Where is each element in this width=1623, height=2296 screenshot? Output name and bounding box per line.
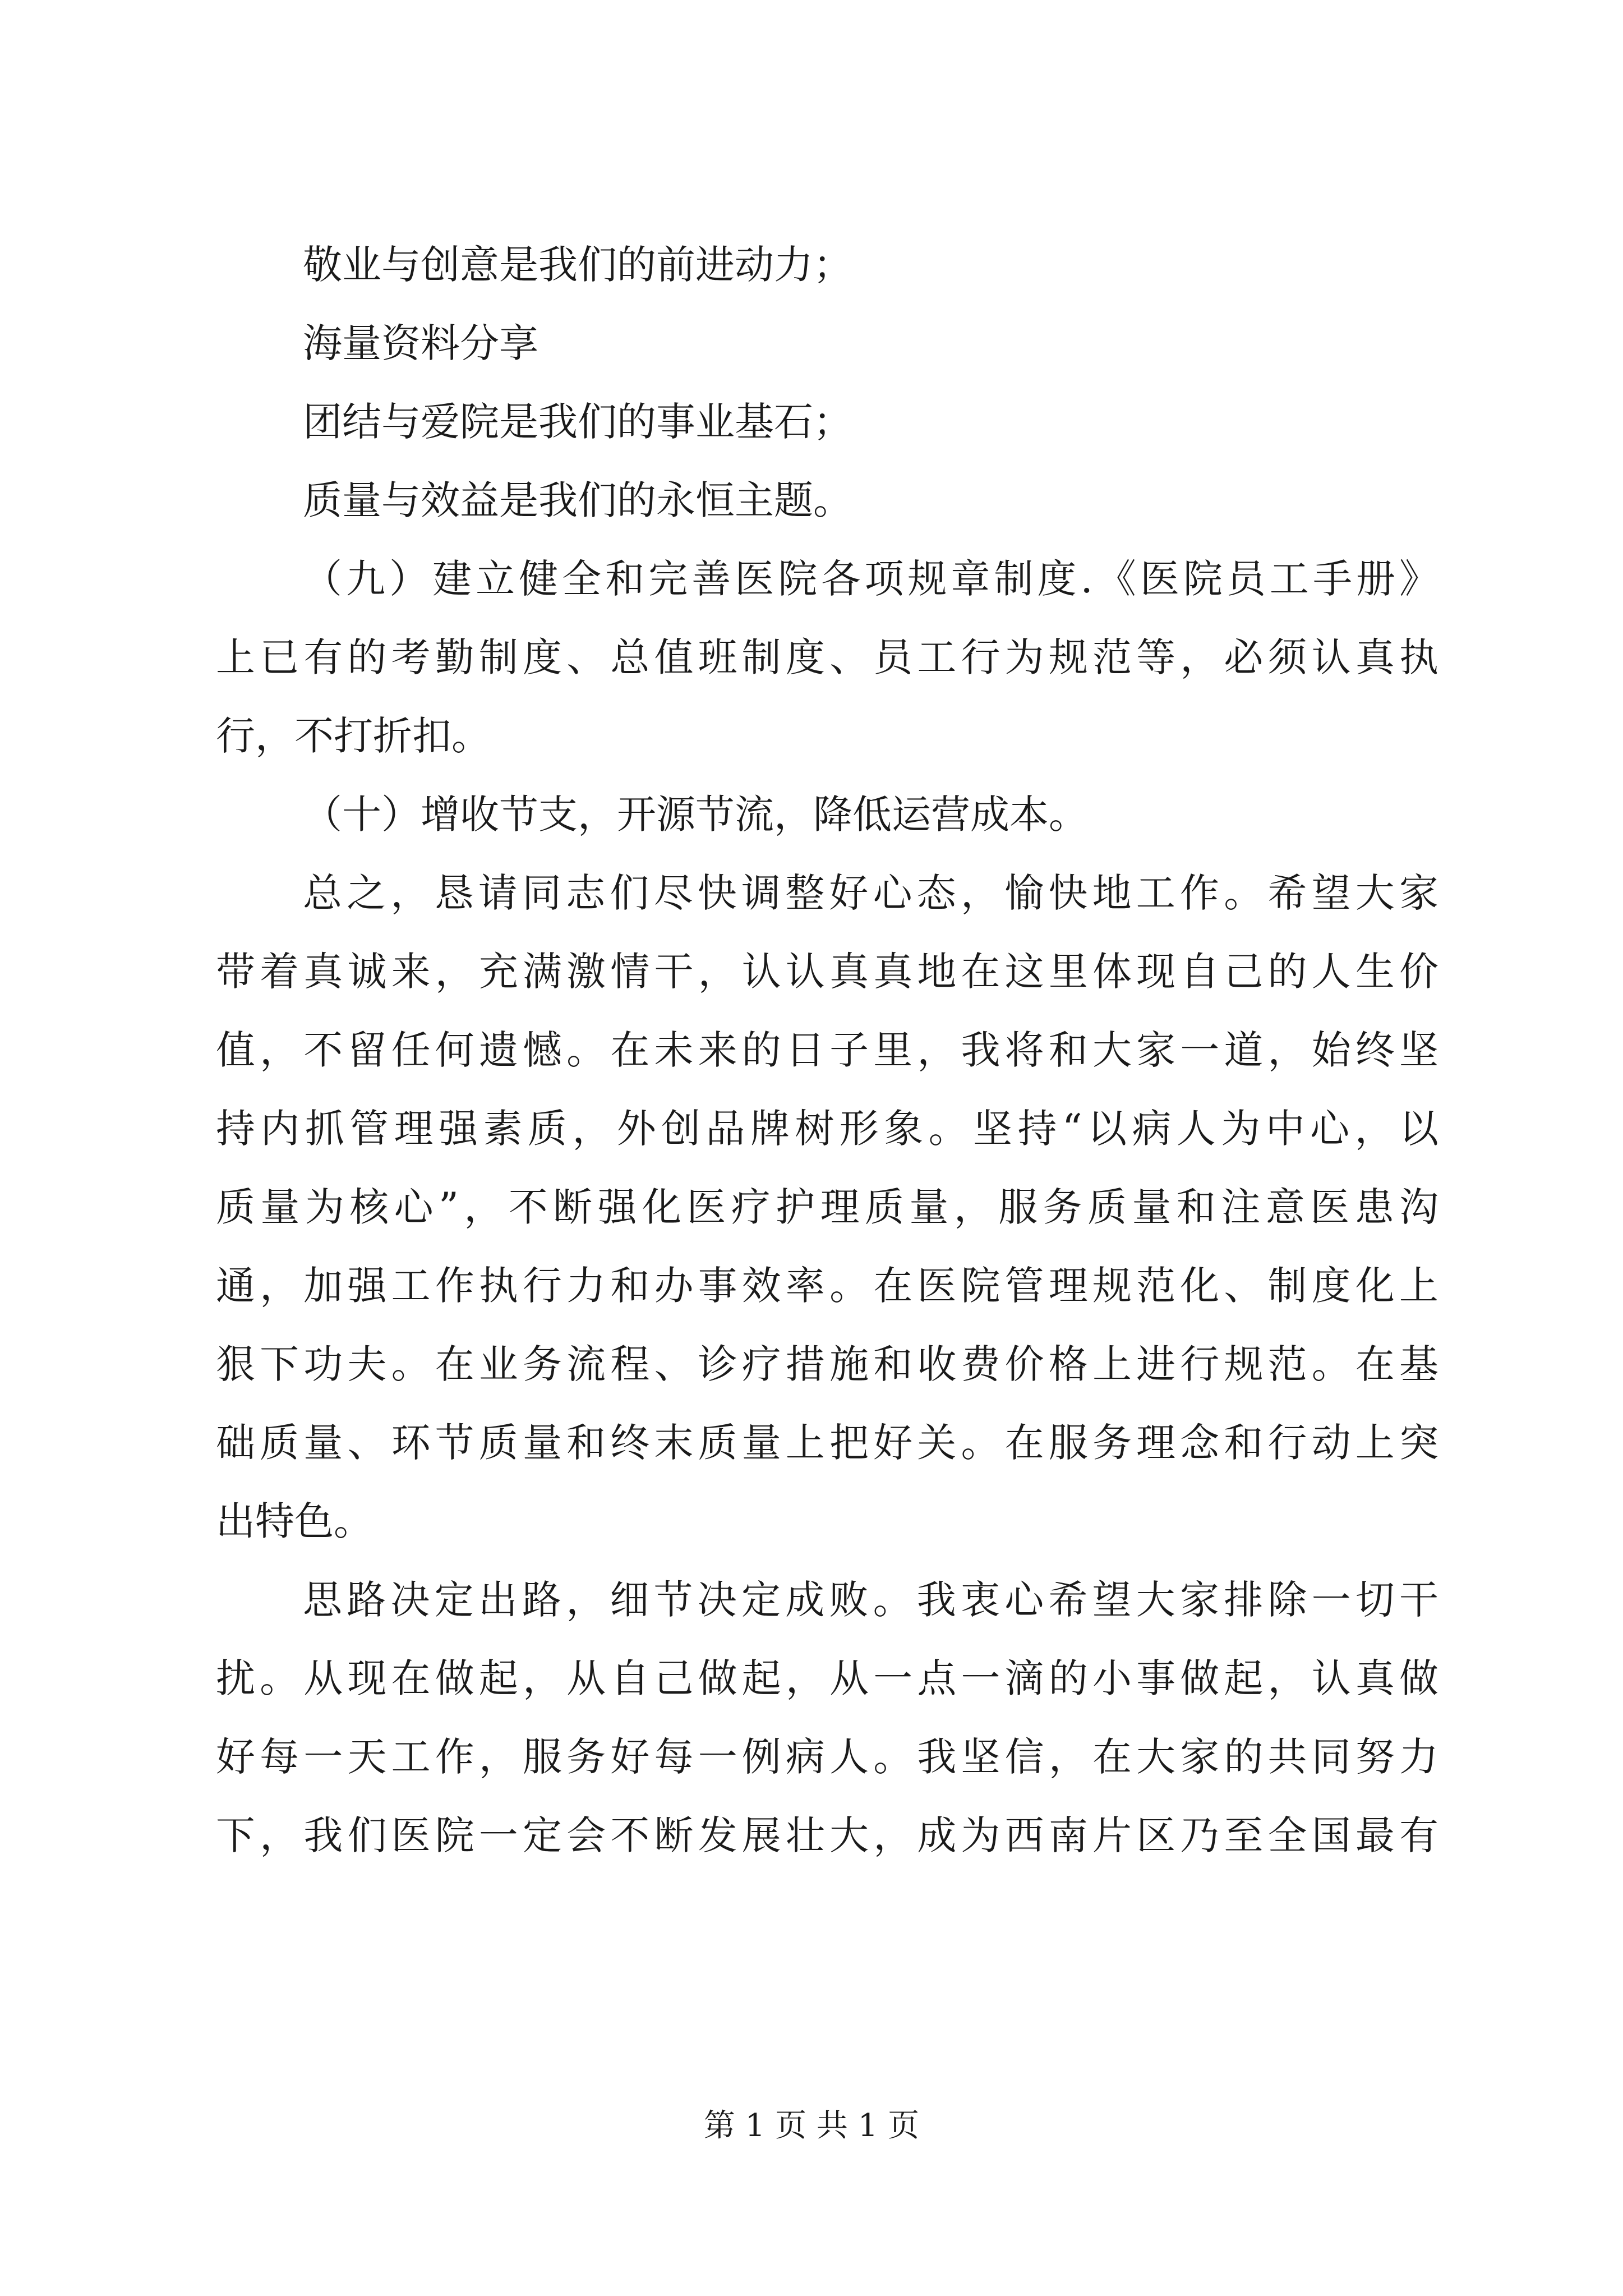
page-footer: 第 1 页 共 1 页 xyxy=(703,2108,920,2144)
text-line: 通，加强工作执行力和办事效率。在医院管理规范化、制度化上 xyxy=(216,1263,1438,1309)
text-line: 海量资料分享 xyxy=(303,320,538,366)
text-line: 行，不打折扣。 xyxy=(216,713,491,759)
text-line: 下，我们医院一定会不断发展壮大，成为西南片区乃至全国最有 xyxy=(216,1812,1438,1858)
text-line: （九）建立健全和完善医院各项规章制度.《医院员工手册》 xyxy=(303,556,1438,602)
document-body xyxy=(216,226,1438,1875)
text-line: 出特色。 xyxy=(216,1498,373,1544)
text-line: 持内抓管理强素质，外创品牌树形象。坚持“以病人为中心，以 xyxy=(216,1106,1438,1152)
text-line: 团结与爱院是我们的事业基石； xyxy=(303,399,852,445)
text-line: 好每一天工作，服务好每一例病人。我坚信，在大家的共同努力 xyxy=(216,1734,1438,1780)
text-line: 总之，恳请同志们尽快调整好心态，愉快地工作。希望大家 xyxy=(303,870,1438,916)
text-line: 质量为核心”，不断强化医疗护理质量，服务质量和注意医患沟 xyxy=(216,1184,1438,1230)
text-line: 质量与效益是我们的永恒主题。 xyxy=(303,477,852,523)
text-line: 础质量、环节质量和终末质量上把好关。在服务理念和行动上突 xyxy=(216,1420,1438,1466)
text-line: 上已有的考勤制度、总值班制度、员工行为规范等，必须认真执 xyxy=(216,634,1438,680)
text-line: 思路决定出路，细节决定成败。我衷心希望大家排除一切干 xyxy=(303,1577,1438,1623)
text-line: 带着真诚来，充满激情干，认认真真地在这里体现自己的人生价 xyxy=(216,949,1438,995)
text-line: 狠下功夫。在业务流程、诊疗措施和收费价格上进行规范。在基 xyxy=(216,1341,1438,1387)
text-line: （十）增收节支，开源节流，降低运营成本。 xyxy=(303,792,1088,838)
text-line: 值，不留任何遗憾。在未来的日子里，我将和大家一道，始终坚 xyxy=(216,1027,1438,1073)
text-line: 敬业与创意是我们的前进动力； xyxy=(303,242,852,288)
text-line: 扰。从现在做起，从自己做起，从一点一滴的小事做起，认真做 xyxy=(216,1655,1438,1701)
